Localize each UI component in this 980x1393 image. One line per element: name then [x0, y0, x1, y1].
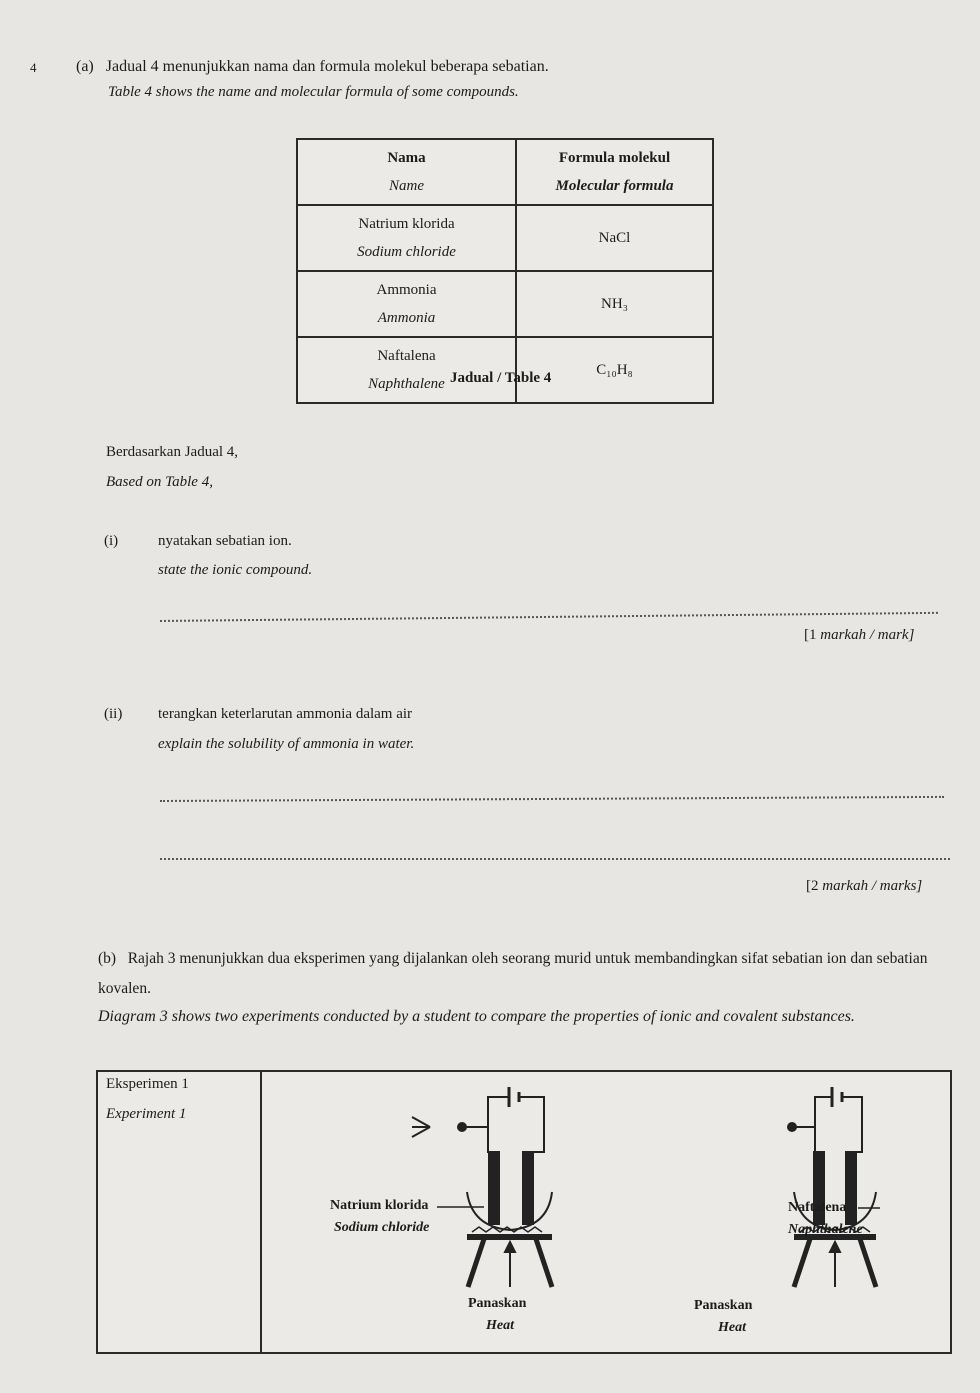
name-ms: Natrium klorida	[358, 216, 455, 232]
name-en: Ammonia	[377, 310, 436, 326]
table-row	[297, 271, 713, 337]
sub-ii-marks-label: markah / marks]	[822, 878, 923, 894]
header-name-cell	[297, 139, 516, 205]
header-name-en: Name	[389, 178, 424, 194]
formula-cell: NaCl	[516, 205, 713, 271]
sub-ii-marks	[806, 878, 922, 895]
header-formula-cell	[516, 139, 713, 205]
sub-i-text-ms: nyatakan sebatian ion.	[158, 533, 292, 549]
sub-ii-text-en: explain the solubility of ammonia in water.	[158, 736, 415, 752]
right-heat-en: Heat	[718, 1320, 746, 1335]
diagram-3	[96, 1070, 952, 1354]
part-b-text-ms	[98, 944, 948, 1004]
experiment-title-en: Experiment 1	[106, 1106, 187, 1122]
name-ms: Ammonia	[376, 282, 437, 298]
left-apparatus	[412, 1087, 552, 1287]
name-ms: Naftalena	[377, 348, 436, 364]
sub-ii-marks-num: [2	[806, 878, 823, 894]
table-4	[296, 138, 714, 404]
table-caption: Jadual / Table 4	[450, 370, 552, 386]
name-cell	[297, 205, 516, 271]
right-substance-ms: Naftalena	[788, 1200, 847, 1215]
left-heat-ms: Panaskan	[468, 1296, 527, 1311]
question-number: 4	[30, 60, 37, 75]
part-b-text-en: Diagram 3 shows two experiments conducted by a student to compare the properties of ionic and covalent substances.	[98, 1008, 855, 1025]
answer-line[interactable]	[160, 796, 944, 802]
left-heat-en: Heat	[486, 1318, 514, 1333]
answer-line[interactable]	[160, 858, 950, 860]
bulb-icon	[458, 1123, 466, 1131]
part-b-label: (b)	[98, 950, 117, 967]
based-on-en: Based on Table 4,	[106, 474, 213, 490]
formula-cell: C₁₀H₈	[516, 337, 713, 403]
part-b-intro-ms: Rajah 3 menunjukkan dua eksperimen yang dijalankan oleh seorang murid untuk membandingkan sifat sebatian ion dan sebatian kovalen.	[98, 950, 928, 997]
formula-cell: NH₃	[516, 271, 713, 337]
part-a-text-en: Table 4 shows the name and molecular formula of some compounds.	[108, 84, 519, 100]
sub-i-marks-num: [1	[804, 627, 821, 643]
sub-ii-label: (ii)	[104, 706, 123, 722]
name-en: Sodium chloride	[357, 244, 456, 260]
right-heat-ms: Panaskan	[694, 1298, 753, 1313]
bulb-icon	[788, 1123, 796, 1131]
left-substance-ms: Natrium klorida	[330, 1198, 429, 1213]
table-row	[297, 205, 713, 271]
right-substance-en: Naphthalene	[788, 1222, 863, 1237]
sub-i-text-en: state the ionic compound.	[158, 562, 313, 578]
part-a-label: (a)	[76, 58, 94, 75]
header-formula-en: Molecular formula	[555, 178, 674, 194]
sub-i-marks-label: markah / mark]	[820, 627, 915, 643]
part-a-intro-ms: Jadual 4 menunjukkan nama dan formula molekul beberapa sebatian.	[105, 58, 549, 75]
based-on-ms: Berdasarkan Jadual 4,	[106, 444, 239, 460]
table-header-row	[297, 139, 713, 205]
experiment-title-ms: Eksperimen 1	[106, 1076, 189, 1092]
header-formula-ms: Formula molekul	[558, 150, 671, 166]
name-en: Naphthalene	[368, 376, 445, 392]
name-cell	[297, 271, 516, 337]
sub-ii-text-ms: terangkan keterlarutan ammonia dalam air	[158, 706, 413, 722]
header-name-ms: Nama	[387, 150, 426, 166]
sub-i-label: (i)	[104, 533, 119, 549]
part-a-text-ms	[76, 58, 956, 76]
sub-i-marks	[804, 627, 914, 644]
answer-line[interactable]	[160, 612, 938, 622]
right-apparatus	[788, 1087, 880, 1287]
left-substance-en: Sodium chloride	[334, 1220, 430, 1235]
